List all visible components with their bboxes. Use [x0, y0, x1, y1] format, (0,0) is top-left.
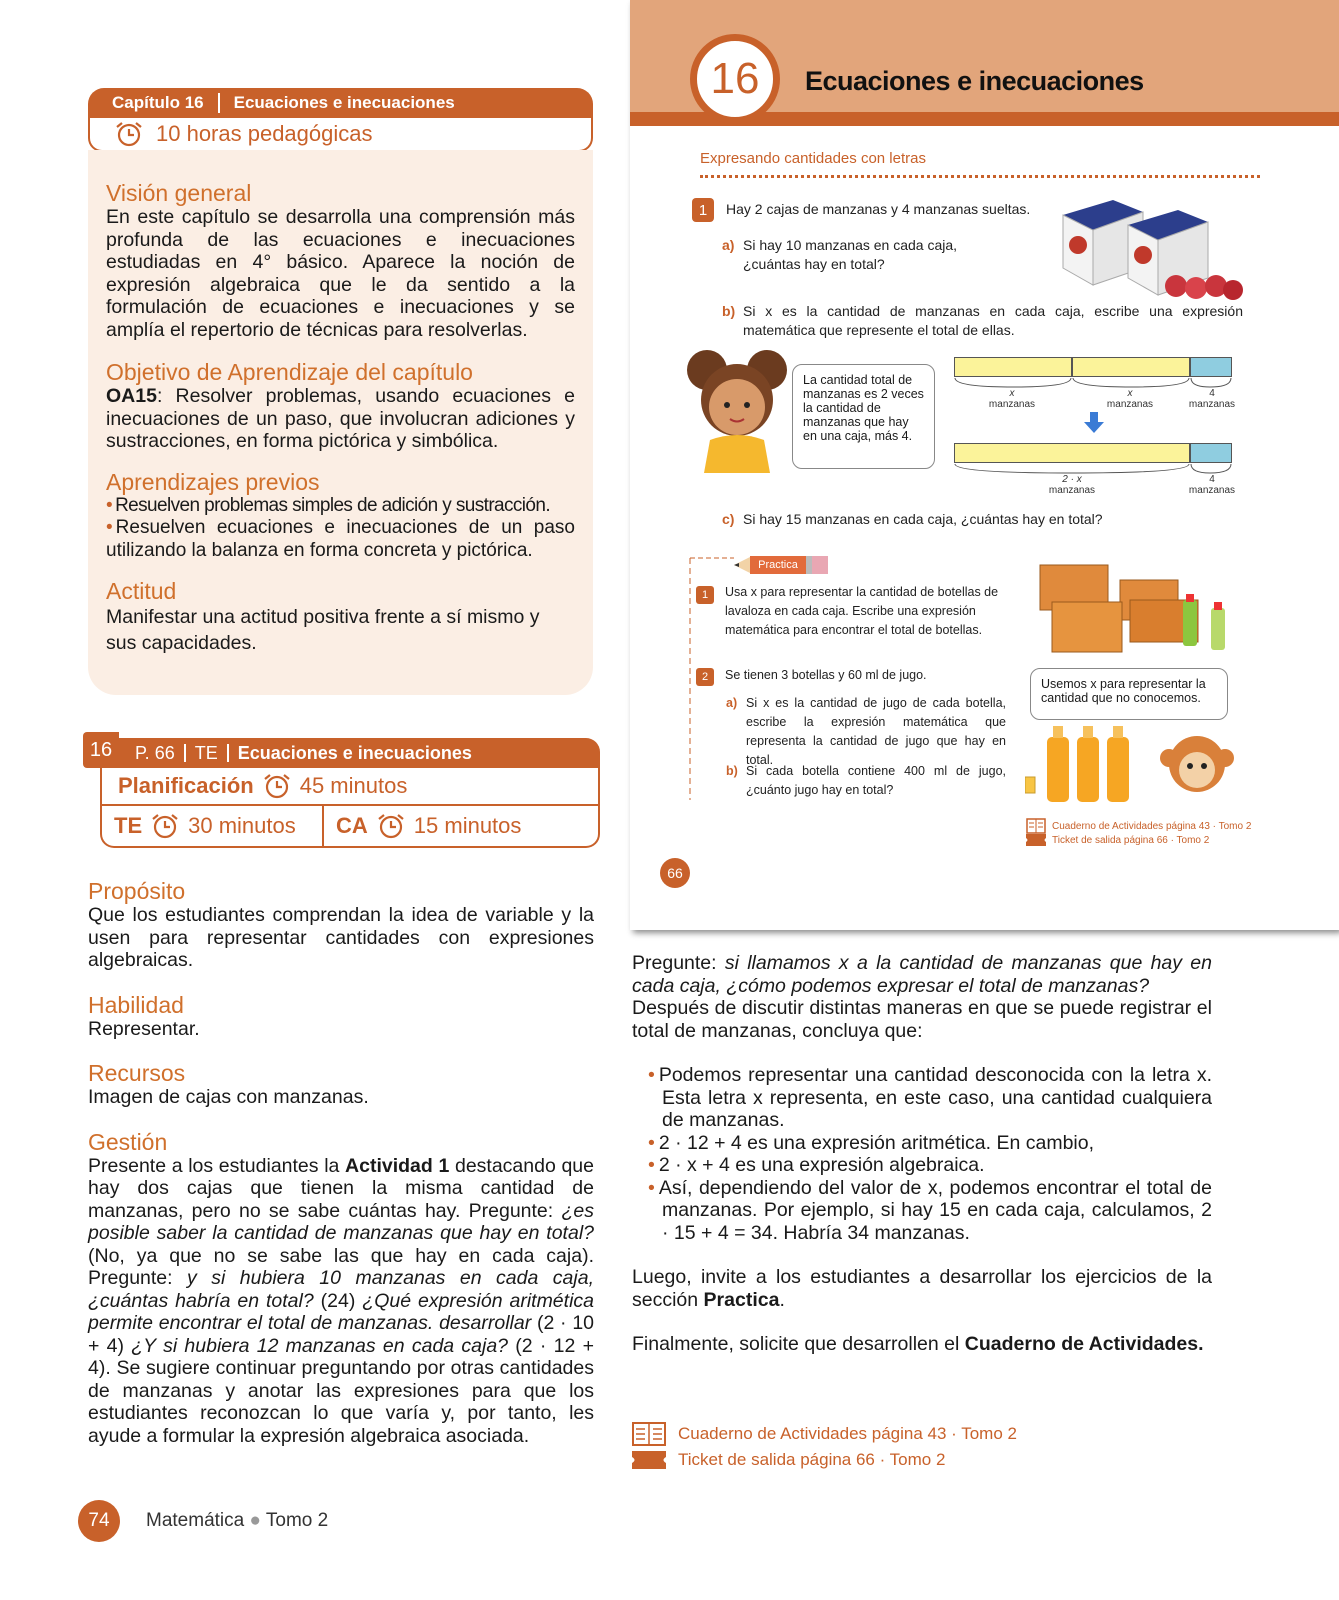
practice-2-text: Se tienen 3 botellas y 60 ml de jugo.	[725, 668, 927, 682]
purpose-text: Que los estudiantes comprendan la idea de variable y la usen para representar cantidades con expresiones algebraicas.	[88, 904, 594, 971]
book-subtitle: Expresando cantidades con letras	[700, 150, 926, 167]
lesson-page: P. 66	[135, 742, 175, 763]
tape-label: 4 manzanas	[1188, 474, 1236, 496]
question-1-text: Hay 2 cajas de manzanas y 4 manzanas sueltas.	[726, 201, 1031, 217]
page-number: 74	[78, 1500, 120, 1542]
workbook-reference: Cuaderno de Actividades página 43 · Tomo 2	[678, 1423, 1017, 1443]
lesson-guide-continued	[632, 952, 1212, 1470]
alarm-clock-icon	[376, 812, 406, 840]
vision-title: Visión general	[106, 180, 252, 206]
resources-text: Imagen de cajas con manzanas.	[88, 1086, 369, 1108]
list-item: • 2 · 12 + 4 es una expresión aritmética. En cambio,	[648, 1132, 1212, 1155]
conclusions-list	[648, 1064, 1212, 1244]
question-b-label: b)	[722, 303, 736, 319]
list-item: • Resuelven ecuaciones e inecuaciones de un paso utilizando la balanza en forma concreta y pictórica.	[106, 517, 575, 562]
practice-2a-text: Si x es la cantidad de jugo de cada botella, escribe la expresión matemática que representa la cantidad de jugo que hay en total.	[746, 696, 1006, 767]
planning-row	[100, 768, 600, 806]
textbook-page	[630, 0, 1339, 930]
list-item: • 2 · x + 4 es una expresión algebraica.	[648, 1154, 1212, 1177]
question-a-label: a)	[722, 237, 735, 253]
list-item: • Podemos representar una cantidad desconocida con la letra x. Esta letra x representa, en este caso, una cantidad cualquiera de manzanas.	[648, 1064, 1212, 1132]
ca-cell	[324, 806, 521, 846]
list-item: • Así, dependiendo del valor de x, podemos encontrar el total de manzanas. Por ejemplo, si hay 15 en cada caja, calculamos, 2 · 15 + 4 = 34. Habría 34 manzanas.	[648, 1177, 1212, 1245]
practica-tag: Practica	[750, 556, 806, 574]
practice-1-text: Usa x para representar la cantidad de botellas de lavaloza en cada caja. Escribe una expresión matemática para encontrar el total de botellas.	[725, 585, 999, 637]
question-c-label: c)	[722, 511, 735, 527]
te-cell	[102, 806, 324, 846]
practice-2b-label: b)	[726, 764, 738, 778]
tape-segment-4	[1190, 443, 1232, 463]
attitude-title: Actitud	[106, 578, 177, 604]
objective-text: OA15: Resolver problemas, usando ecuaciones e inecuaciones de un paso, que involucran adiciones y sustracciones, en forma pictórica y simbólica.	[106, 385, 575, 452]
lesson-guide	[88, 878, 594, 1447]
alarm-clock-icon	[150, 812, 180, 840]
lesson-header	[119, 738, 600, 768]
ticket-icon	[632, 1451, 666, 1469]
practice-number: 2	[696, 668, 714, 686]
skill-text: Representar.	[88, 1017, 200, 1040]
girl-illustration	[682, 345, 792, 475]
objective-title: Objetivo de Aprendizaje del capítulo	[106, 359, 473, 385]
chapter-overview-panel	[88, 150, 593, 695]
chapter-header	[88, 88, 593, 118]
divider	[218, 93, 220, 113]
chapter-number-badge: 16	[690, 34, 780, 124]
vision-text: En este capítulo se desarrolla una comprensión más profunda de las ecuaciones e inecuaciones estudiadas en 4° básico. Aparece la noción de expresión algebraica que le da sentido a la formulación de ecuaciones e inecuaciones y se amplía el repertorio de técnicas para resolverlas.	[106, 206, 575, 341]
list-item: • Resuelven problemas simples de adición y sustracción.	[106, 495, 575, 518]
management-text: Presente a los estudiantes la Actividad 1 destacando que hay dos cajas que tienen la misma cantidad de manzanas, pero no se sabe cuántas hay. Pregunte: ¿es posible saber la cantidad de manzanas que hay en total? (No, ya que no se sabe las que hay en cada caja). Pregunte: y si hubiera 10 manzanas en cada caja, ¿cuántas habría en total? (24) ¿Qué expresión aritmética permite encontrar el total de manzanas. desarrollar (2 · 10 + 4) ¿Y si hubiera 12 manzanas en cada caja? (2 · 12 + 4). Se sugiere continuar preguntando por otras cantidades de manzanas y anotar las expresiones para que los estudiantes reconozcan lo que varía y, por tanto, les ayude a formular la expresión algebraica asociada.	[88, 1154, 595, 1447]
chapter-title: Ecuaciones e inecuaciones	[233, 93, 455, 112]
pencil-eraser-icon	[806, 556, 828, 574]
divider	[184, 744, 186, 762]
previous-title: Aprendizajes previos	[106, 468, 320, 495]
ca-label: CA	[336, 813, 368, 838]
footer-text: Matemática ● Tomo 2	[146, 1510, 329, 1531]
practice-instruction: Luego, invite a los estudiantes a desarrollar los ejercicios de la sección Practica.	[632, 1266, 1212, 1311]
te-time: 30 minutos	[188, 813, 296, 838]
arrow-down-icon	[1084, 412, 1104, 434]
chapter-hours-text: 10 horas pedagógicas	[156, 121, 373, 146]
detergent-boxes-image	[1038, 560, 1248, 660]
ticket-reference: Ticket de salida página 66 · Tomo 2	[678, 1449, 946, 1469]
practice-number: 1	[696, 586, 714, 604]
ticket-icon	[1026, 834, 1046, 846]
chapter-hours	[88, 118, 593, 152]
management-title: Gestión	[88, 1128, 168, 1155]
skill-title: Habilidad	[88, 991, 184, 1018]
dotted-divider	[700, 175, 1260, 178]
purpose-title: Propósito	[88, 878, 186, 904]
lesson-title: Ecuaciones e inecuaciones	[237, 742, 472, 763]
question-b-text: Si x es la cantidad de manzanas en cada caja, escribe una expresión matemática que represente el total de ellas.	[743, 303, 1243, 338]
notebook-icon	[632, 1422, 666, 1446]
tape-segment-2x	[954, 443, 1190, 463]
workbook-ref-row	[632, 1422, 1212, 1446]
practice-2b-text: Si cada botella contiene 400 ml de jugo, ¿cuánto jugo hay en total?	[746, 764, 1006, 797]
book-page-number: 66	[660, 858, 690, 888]
tape-label: x manzanas	[988, 388, 1036, 410]
attitude-text: Manifestar una actitud positiva frente a sí mismo y sus capacidades.	[106, 606, 540, 654]
divider	[227, 744, 229, 762]
time-split-row	[100, 806, 600, 848]
ticket-ref-row	[632, 1450, 1212, 1470]
practice-2a-label: a)	[726, 696, 738, 710]
tape-segment-x	[954, 357, 1072, 377]
workbook-instruction: Finalmente, solicite que desarrollen el Cuaderno de Actividades.	[632, 1333, 1204, 1355]
te-label: TE	[114, 813, 143, 838]
alarm-clock-icon	[114, 121, 144, 147]
question-number: 1	[692, 198, 714, 222]
speech-bubble-2: Usemos x para representar la cantidad que no conocemos.	[1030, 668, 1228, 720]
lesson-te: TE	[194, 742, 218, 763]
tape-label: x manzanas	[1106, 388, 1154, 410]
speech-bubble: La cantidad total de manzanas es 2 veces la cantidad de manzanas que hay en una caja, más 4.	[792, 364, 935, 469]
lesson-number: 16	[83, 732, 119, 768]
question-c-text: Si hay 15 manzanas en cada caja, ¿cuántas hay en total?	[743, 511, 1103, 527]
alarm-clock-icon	[262, 772, 292, 800]
objective-code: OA15	[106, 385, 157, 407]
discussion-text: Después de discutir distintas maneras en que se puede registrar el total de manzanas, concluya que:	[632, 997, 1212, 1042]
apple-boxes-image	[1058, 190, 1243, 305]
chapter-label: Capítulo 16	[112, 93, 204, 112]
planning-time: 45 minutos	[299, 773, 408, 798]
question-text: Pregunte: si llamamos x a la cantidad de manzanas que hay en cada caja, ¿cómo podemos expresar el total de manzanas?	[632, 952, 1212, 997]
juice-bottles-image	[1025, 722, 1240, 812]
planning-label: Planificación	[118, 773, 254, 798]
tape-label: 2 · x manzanas	[1048, 474, 1096, 496]
tape-segment-x	[1072, 357, 1190, 377]
ca-time: 15 minutos	[413, 813, 522, 838]
workbook-reference: Cuaderno de Actividades página 43 · Tomo 2	[1052, 821, 1252, 832]
book-title: Ecuaciones e inecuaciones	[805, 66, 1144, 96]
notebook-icon	[1026, 818, 1046, 834]
resources-title: Recursos	[88, 1060, 186, 1086]
question-a-text: Si hay 10 manzanas en cada caja, ¿cuántas hay en total?	[743, 237, 958, 272]
ticket-reference: Ticket de salida página 66 · Tomo 2	[1052, 835, 1210, 846]
tape-segment-4	[1190, 357, 1232, 377]
tape-label: 4 manzanas	[1188, 388, 1236, 410]
previous-list	[106, 495, 575, 563]
